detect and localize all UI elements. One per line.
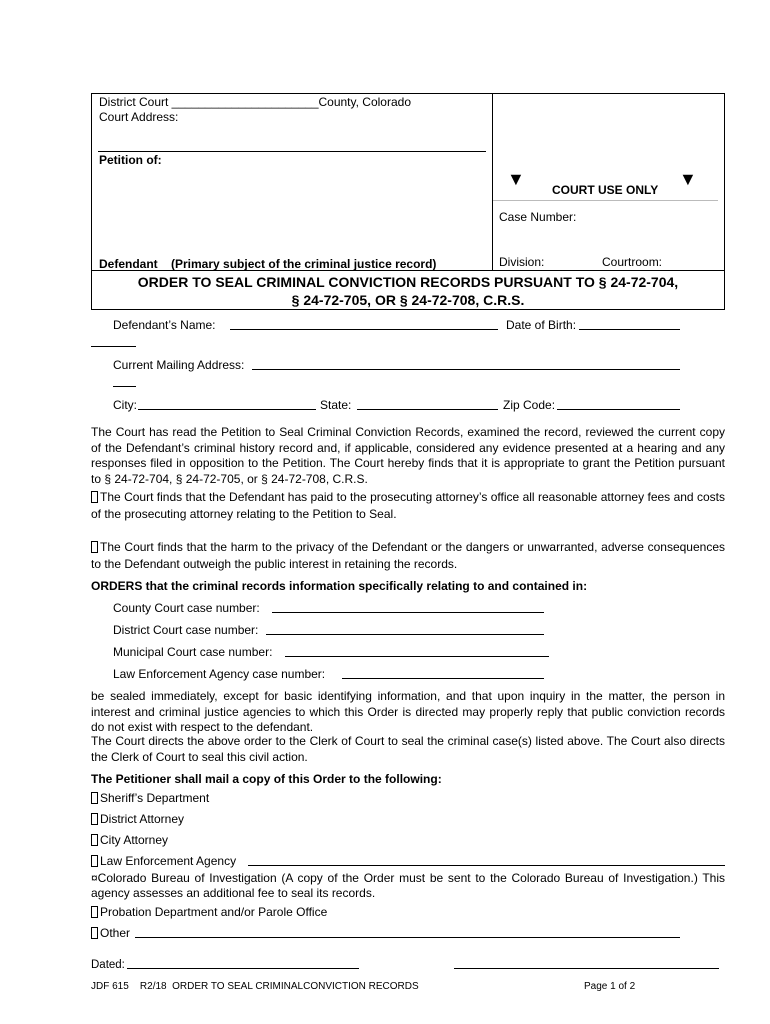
orders-heading: ORDERS that the criminal records information specifically relating to and contained in: bbox=[91, 579, 588, 593]
defendant-label: Defendant (Primary subject of the criminal justice record) bbox=[99, 257, 437, 271]
zip-label: Zip Code: bbox=[503, 398, 556, 412]
sheriff-label: Sheriff’s Department bbox=[100, 791, 210, 805]
other-label: Other bbox=[100, 926, 131, 940]
mailing-heading: The Petitioner shall mail a copy of this Order to the following: bbox=[91, 772, 442, 786]
courtroom-label: Courtroom: bbox=[602, 255, 663, 269]
findings-intro: The Court has read the Petition to Seal Criminal Conviction Records, examined the record, reviewed the current copy of the Defendant’s criminal history record and, if applicable, considered any evidence presented at a hearing and any responses filed in opposition to the Petition. The Court hereby finds that it is appropriate to grant the Petition pursuant to § 24-72-704, § 24-72-705, or § 24-72-708, C.R.S. bbox=[91, 425, 725, 486]
city-attorney-label: City Attorney bbox=[100, 833, 169, 847]
order-title-line2: § 24-72-705, OR § 24-72-708, C.R.S. bbox=[291, 292, 525, 308]
state-field[interactable] bbox=[357, 409, 498, 410]
court-use-divider bbox=[493, 200, 718, 201]
mail-probation bbox=[91, 905, 327, 919]
petition-rule bbox=[98, 151, 486, 152]
dated-field[interactable] bbox=[127, 968, 359, 969]
sealed-text: be sealed immediately, except for basic identifying information, and that upon inquiry in the matter, the person in interest and criminal justice agencies to which this Order is directed may properly reply that public conviction records do not exist with respect to the defendant. bbox=[91, 689, 725, 734]
city-attorney-checkbox[interactable] bbox=[91, 834, 98, 846]
case-number-label: Case Number: bbox=[499, 210, 577, 224]
mailing-address-label: Current Mailing Address: bbox=[113, 358, 245, 372]
dob-field[interactable] bbox=[579, 329, 680, 330]
district-case-label: District Court case number: bbox=[113, 623, 259, 637]
petition-of: Petition of: bbox=[99, 153, 162, 167]
division-label: Division: bbox=[499, 255, 545, 269]
order-title-line1: ORDER TO SEAL CRIMINAL CONVICTION RECORDS PURSUANT TO § 24-72-704, bbox=[137, 274, 679, 290]
defendant-name-field[interactable] bbox=[230, 329, 498, 330]
mail-other bbox=[91, 926, 130, 940]
city-field[interactable] bbox=[138, 409, 316, 410]
court-line: District Court ______________________County, Colorado bbox=[99, 95, 411, 109]
dob-field-continued bbox=[91, 346, 136, 347]
mail-law-enforcement bbox=[91, 854, 236, 868]
county-case-field[interactable] bbox=[272, 612, 544, 613]
probation-label: Probation Department and/or Parole Office bbox=[100, 905, 328, 919]
fees-finding-text: The Court finds that the Defendant has paid to the prosecuting attorney’s office all reasonable attorney fees and costs of the prosecuting attorney relating to the Petition to Seal. bbox=[91, 490, 725, 521]
mail-cbi: ¤Colorado Bureau of Investigation (A copy of the Order must be sent to the Colorado Bureau of Investigation.) This agency assesses an additional fee to seal its records. bbox=[91, 871, 725, 900]
mailing-address-field[interactable] bbox=[252, 369, 680, 370]
judge-signature-line[interactable] bbox=[454, 968, 719, 969]
mailing-address-continued bbox=[113, 386, 136, 387]
dated-label: Dated: bbox=[91, 959, 125, 971]
defendant-name-label: Defendant’s Name: bbox=[113, 318, 216, 332]
caption-box bbox=[91, 93, 725, 271]
district-attorney-checkbox[interactable] bbox=[91, 813, 98, 825]
clerk-text: The Court directs the above order to the Clerk of Court to seal the criminal case(s) listed above. The Court also directs the Clerk of Court to seal this civil action. bbox=[91, 734, 725, 764]
fees-finding bbox=[91, 489, 725, 522]
other-field[interactable] bbox=[135, 937, 680, 938]
probation-checkbox[interactable] bbox=[91, 906, 98, 918]
sheriff-checkbox[interactable] bbox=[91, 792, 98, 804]
municipal-case-field[interactable] bbox=[285, 656, 549, 657]
mail-sheriff bbox=[91, 791, 209, 805]
law-case-label: Law Enforcement Agency case number: bbox=[113, 667, 326, 681]
district-attorney-label: District Attorney bbox=[100, 812, 185, 826]
form-id-footer: JDF 615 R2/18 ORDER TO SEAL CRIMINALCONVICTION RECORDS bbox=[91, 981, 419, 992]
caption-divider bbox=[492, 93, 493, 271]
municipal-case-label: Municipal Court case number: bbox=[113, 645, 273, 659]
county-case-label: County Court case number: bbox=[113, 601, 260, 615]
other-checkbox[interactable] bbox=[91, 927, 98, 939]
zip-field[interactable] bbox=[557, 409, 680, 410]
law-enforcement-field[interactable] bbox=[248, 865, 725, 866]
law-enforcement-label: Law Enforcement Agency bbox=[100, 854, 237, 868]
mail-district-attorney bbox=[91, 812, 184, 826]
law-enforcement-checkbox[interactable] bbox=[91, 855, 98, 867]
harm-finding bbox=[91, 539, 725, 572]
district-case-field[interactable] bbox=[266, 634, 544, 635]
fees-checkbox[interactable] bbox=[91, 491, 98, 503]
law-case-field[interactable] bbox=[342, 678, 544, 679]
arrow-down-icon: ▼ bbox=[507, 169, 525, 189]
harm-checkbox[interactable] bbox=[91, 541, 98, 553]
state-label: State: bbox=[320, 398, 352, 412]
court-address: Court Address: bbox=[99, 110, 179, 124]
court-use-only: COURT USE ONLY bbox=[552, 183, 659, 197]
arrow-down-icon: ▼ bbox=[679, 169, 697, 189]
mail-city-attorney bbox=[91, 833, 168, 847]
page-number: Page 1 of 2 bbox=[584, 981, 636, 992]
harm-finding-text: The Court finds that the harm to the privacy of the Defendant or the dangers or unwarranted, adverse consequences to the Defendant outweigh the public interest in retaining the records. bbox=[91, 540, 725, 571]
dob-label: Date of Birth: bbox=[506, 318, 577, 332]
city-label: City: bbox=[113, 398, 137, 412]
